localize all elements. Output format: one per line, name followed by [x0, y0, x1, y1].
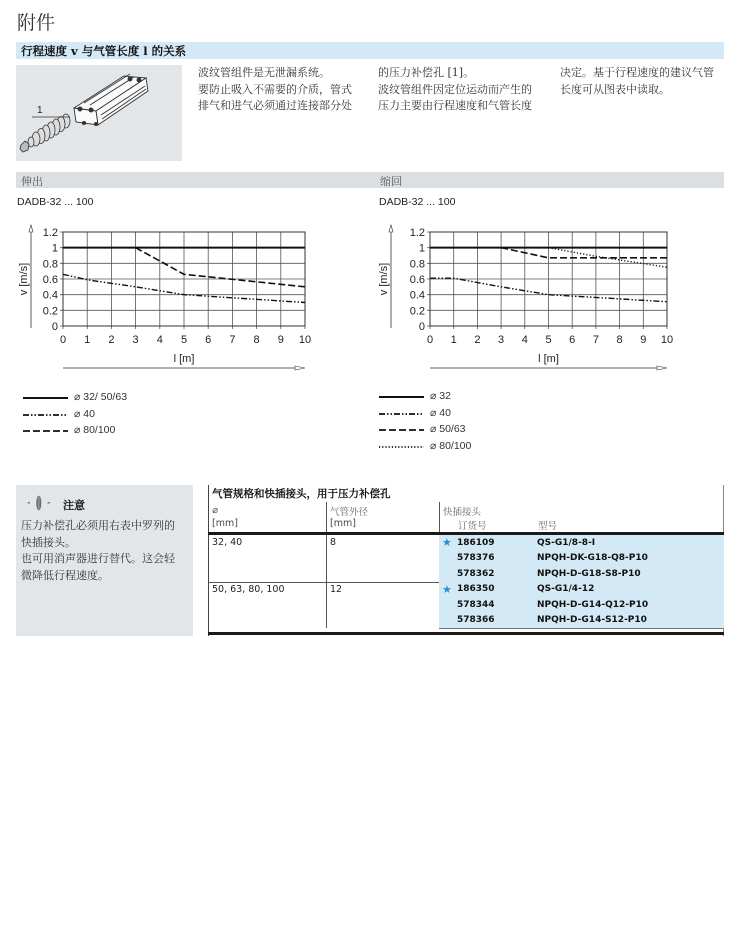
section-title: 行程速度 v 与气管长度 l 的关系 [21, 44, 187, 58]
x-axis-label: l [m] [173, 353, 195, 365]
cell-tube-od: 8 [330, 537, 337, 548]
legend-label: ⌀ 80/100 [74, 424, 116, 436]
text-line: 波纹管组件因定位运动而产生的 [378, 82, 532, 96]
table-title: 气管规格和快插接头，用于压力补偿孔 [212, 488, 391, 500]
cell-diameter: 50, 63, 80, 100 [212, 583, 285, 595]
description-column-2 [378, 65, 532, 115]
text-line: 微降低行程速度。 [21, 568, 109, 582]
col-divider [326, 582, 327, 629]
text-line: 快插接头。 [21, 535, 76, 549]
note-text [21, 518, 175, 584]
y-axis-label: v [m/s] [18, 262, 30, 296]
legend-swatch-dash-dot-dot-icon [378, 409, 426, 419]
part-number: 578344 [457, 599, 495, 610]
legend-label: ⌀ 80/100 [430, 439, 472, 452]
star-icon: ★ [442, 536, 452, 549]
header-tube-od-unit: [mm] [330, 518, 356, 529]
x-tick-label: 5 [180, 334, 188, 346]
product-image [16, 65, 182, 161]
legend-label: ⌀ 40 [430, 406, 451, 419]
y-tick-label: 0.4 [409, 289, 425, 302]
retract-header [375, 172, 724, 188]
part-number: 578376 [457, 553, 495, 563]
x-axis-arrowhead [295, 366, 305, 370]
legend-label: ⌀ 50/63 [430, 423, 466, 435]
description-column-3 [560, 65, 714, 98]
extend-model: DADB-32 ... 100 [17, 196, 94, 208]
x-tick-label: 2 [108, 334, 115, 346]
x-tick-label: 5 [545, 334, 552, 346]
text-line: 波纹管组件是无泄漏系统。 [198, 66, 330, 79]
star-icon: ★ [442, 582, 452, 596]
extend-header-label: 伸出 [21, 175, 43, 188]
header-part-no: 订货号 [458, 521, 487, 532]
x-tick-label: 6 [569, 334, 576, 346]
legend-swatch-dash-dot-dot-icon [22, 410, 70, 420]
x-tick-label: 1 [450, 334, 457, 346]
cell-tube-od: 12 [330, 583, 343, 595]
y-axis-arrowhead [389, 225, 393, 232]
text-line: 压力主要由行程速度和气管长度 [378, 99, 532, 112]
cell-diameter: 32, 40 [212, 537, 243, 548]
note-title: 注意 [63, 499, 85, 512]
y-axis-arrowhead [29, 225, 33, 232]
x-tick-label: 8 [253, 334, 260, 346]
warning-exclamation-icon [22, 495, 62, 511]
y-tick-label: 1.2 [42, 227, 58, 239]
part-number: 186350 [457, 584, 495, 594]
extend-chart [15, 222, 315, 372]
y-tick-label: 1.2 [409, 227, 425, 239]
y-axis-label: v [m/s] [378, 262, 390, 296]
col-divider [326, 535, 327, 582]
x-tick-label: 4 [156, 334, 163, 346]
y-tick-label: 0 [418, 321, 425, 333]
y-tick-label: 0.8 [409, 258, 425, 271]
x-tick-label: 0 [59, 334, 67, 346]
x-tick-label: 6 [205, 334, 212, 346]
x-tick-label: 8 [616, 334, 623, 346]
x-tick-label: 10 [660, 334, 674, 346]
x-tick-label: 2 [474, 334, 481, 346]
header-type: 型号 [538, 521, 558, 532]
x-tick-label: 9 [640, 334, 647, 346]
legend-swatch-solid-icon [378, 392, 426, 402]
header-fitting: 快插接头 [443, 507, 482, 518]
y-tick-label: 0.6 [42, 274, 58, 286]
x-tick-label: 7 [592, 334, 599, 346]
extend-header [16, 172, 375, 188]
y-tick-label: 0.4 [42, 289, 58, 302]
legend-label: ⌀ 32 [430, 390, 451, 402]
text-line: 决定。基于行程速度的建议气管 [560, 66, 714, 79]
part-number: 186109 [457, 537, 495, 548]
x-tick-label: 3 [498, 334, 505, 346]
x-tick-label: 0 [426, 334, 434, 346]
text-line: 也可用消声器进行替代。这会轻 [21, 552, 175, 565]
x-tick-label: 7 [229, 334, 236, 346]
col-divider [326, 502, 327, 532]
text-line: 的压力补偿孔 [1]。 [378, 66, 475, 79]
type-code: NPQH-DK-G18-Q8-P10 [537, 553, 648, 563]
y-tick-label: 0.6 [409, 274, 425, 286]
header-diameter: ⌀ [212, 505, 218, 516]
y-tick-label: 1 [51, 242, 58, 255]
col-divider [439, 502, 440, 532]
x-tick-label: 3 [132, 334, 139, 346]
type-code: NPQH-D-G14-S12-P10 [537, 615, 647, 625]
header-tube-od: 气管外径 [330, 507, 369, 518]
legend-swatch-dashed-icon [378, 425, 426, 435]
note-box [16, 485, 193, 636]
x-tick-label: 1 [84, 334, 91, 346]
retract-model: DADB-32 ... 100 [379, 196, 456, 208]
text-line: 长度可从图表中读取。 [560, 82, 670, 96]
y-tick-label: 0.2 [42, 305, 58, 318]
y-tick-label: 0.2 [409, 305, 425, 318]
y-tick-label: 1 [418, 242, 425, 255]
type-code: NPQH-D-G14-Q12-P10 [537, 599, 649, 610]
retract-chart [375, 222, 685, 372]
legend-swatch-dashed-icon [22, 426, 70, 436]
legend-label: ⌀ 32/ 50/63 [74, 391, 128, 403]
retract-header-label: 缩回 [380, 175, 402, 188]
text-line: 排气和进气必须通过连接部分处 [198, 99, 352, 112]
fittings-table [208, 485, 724, 636]
type-code: QS-G1/8-8-I [537, 537, 596, 548]
part-number: 578362 [457, 568, 495, 579]
x-tick-label: 9 [277, 334, 284, 346]
callout-label: 1 [37, 105, 43, 116]
x-axis-arrowhead [657, 366, 667, 370]
legend-label: ⌀ 40 [74, 407, 95, 420]
table-bottom-rule [208, 632, 724, 635]
text-line: 压力补偿孔必须用右表中罗列的 [21, 519, 175, 532]
row-divider [439, 628, 724, 629]
page-title: 附件 [17, 12, 56, 34]
y-tick-label: 0.8 [42, 258, 58, 271]
series-line-3 [501, 248, 667, 258]
header-diameter-unit: [mm] [212, 518, 238, 529]
x-tick-label: 4 [521, 334, 528, 346]
series-line-3 [136, 248, 305, 287]
legend-swatch-dotted-icon [378, 442, 426, 452]
legend-swatch-solid-icon [22, 393, 70, 403]
table-border-left [208, 485, 209, 636]
section-header [16, 42, 724, 59]
part-number: 578366 [457, 615, 495, 625]
x-tick-label: 10 [298, 334, 312, 346]
description-column-1 [198, 65, 352, 115]
x-axis-label: l [m] [538, 353, 559, 365]
y-tick-label: 0 [51, 321, 58, 333]
text-line: 要防止吸入不需要的介质，管式 [198, 82, 352, 96]
type-code: QS-G1/4-12 [537, 584, 595, 594]
bellows-cylinder-illustration-icon [16, 65, 182, 161]
type-code: NPQH-D-G18-S8-P10 [537, 568, 641, 579]
